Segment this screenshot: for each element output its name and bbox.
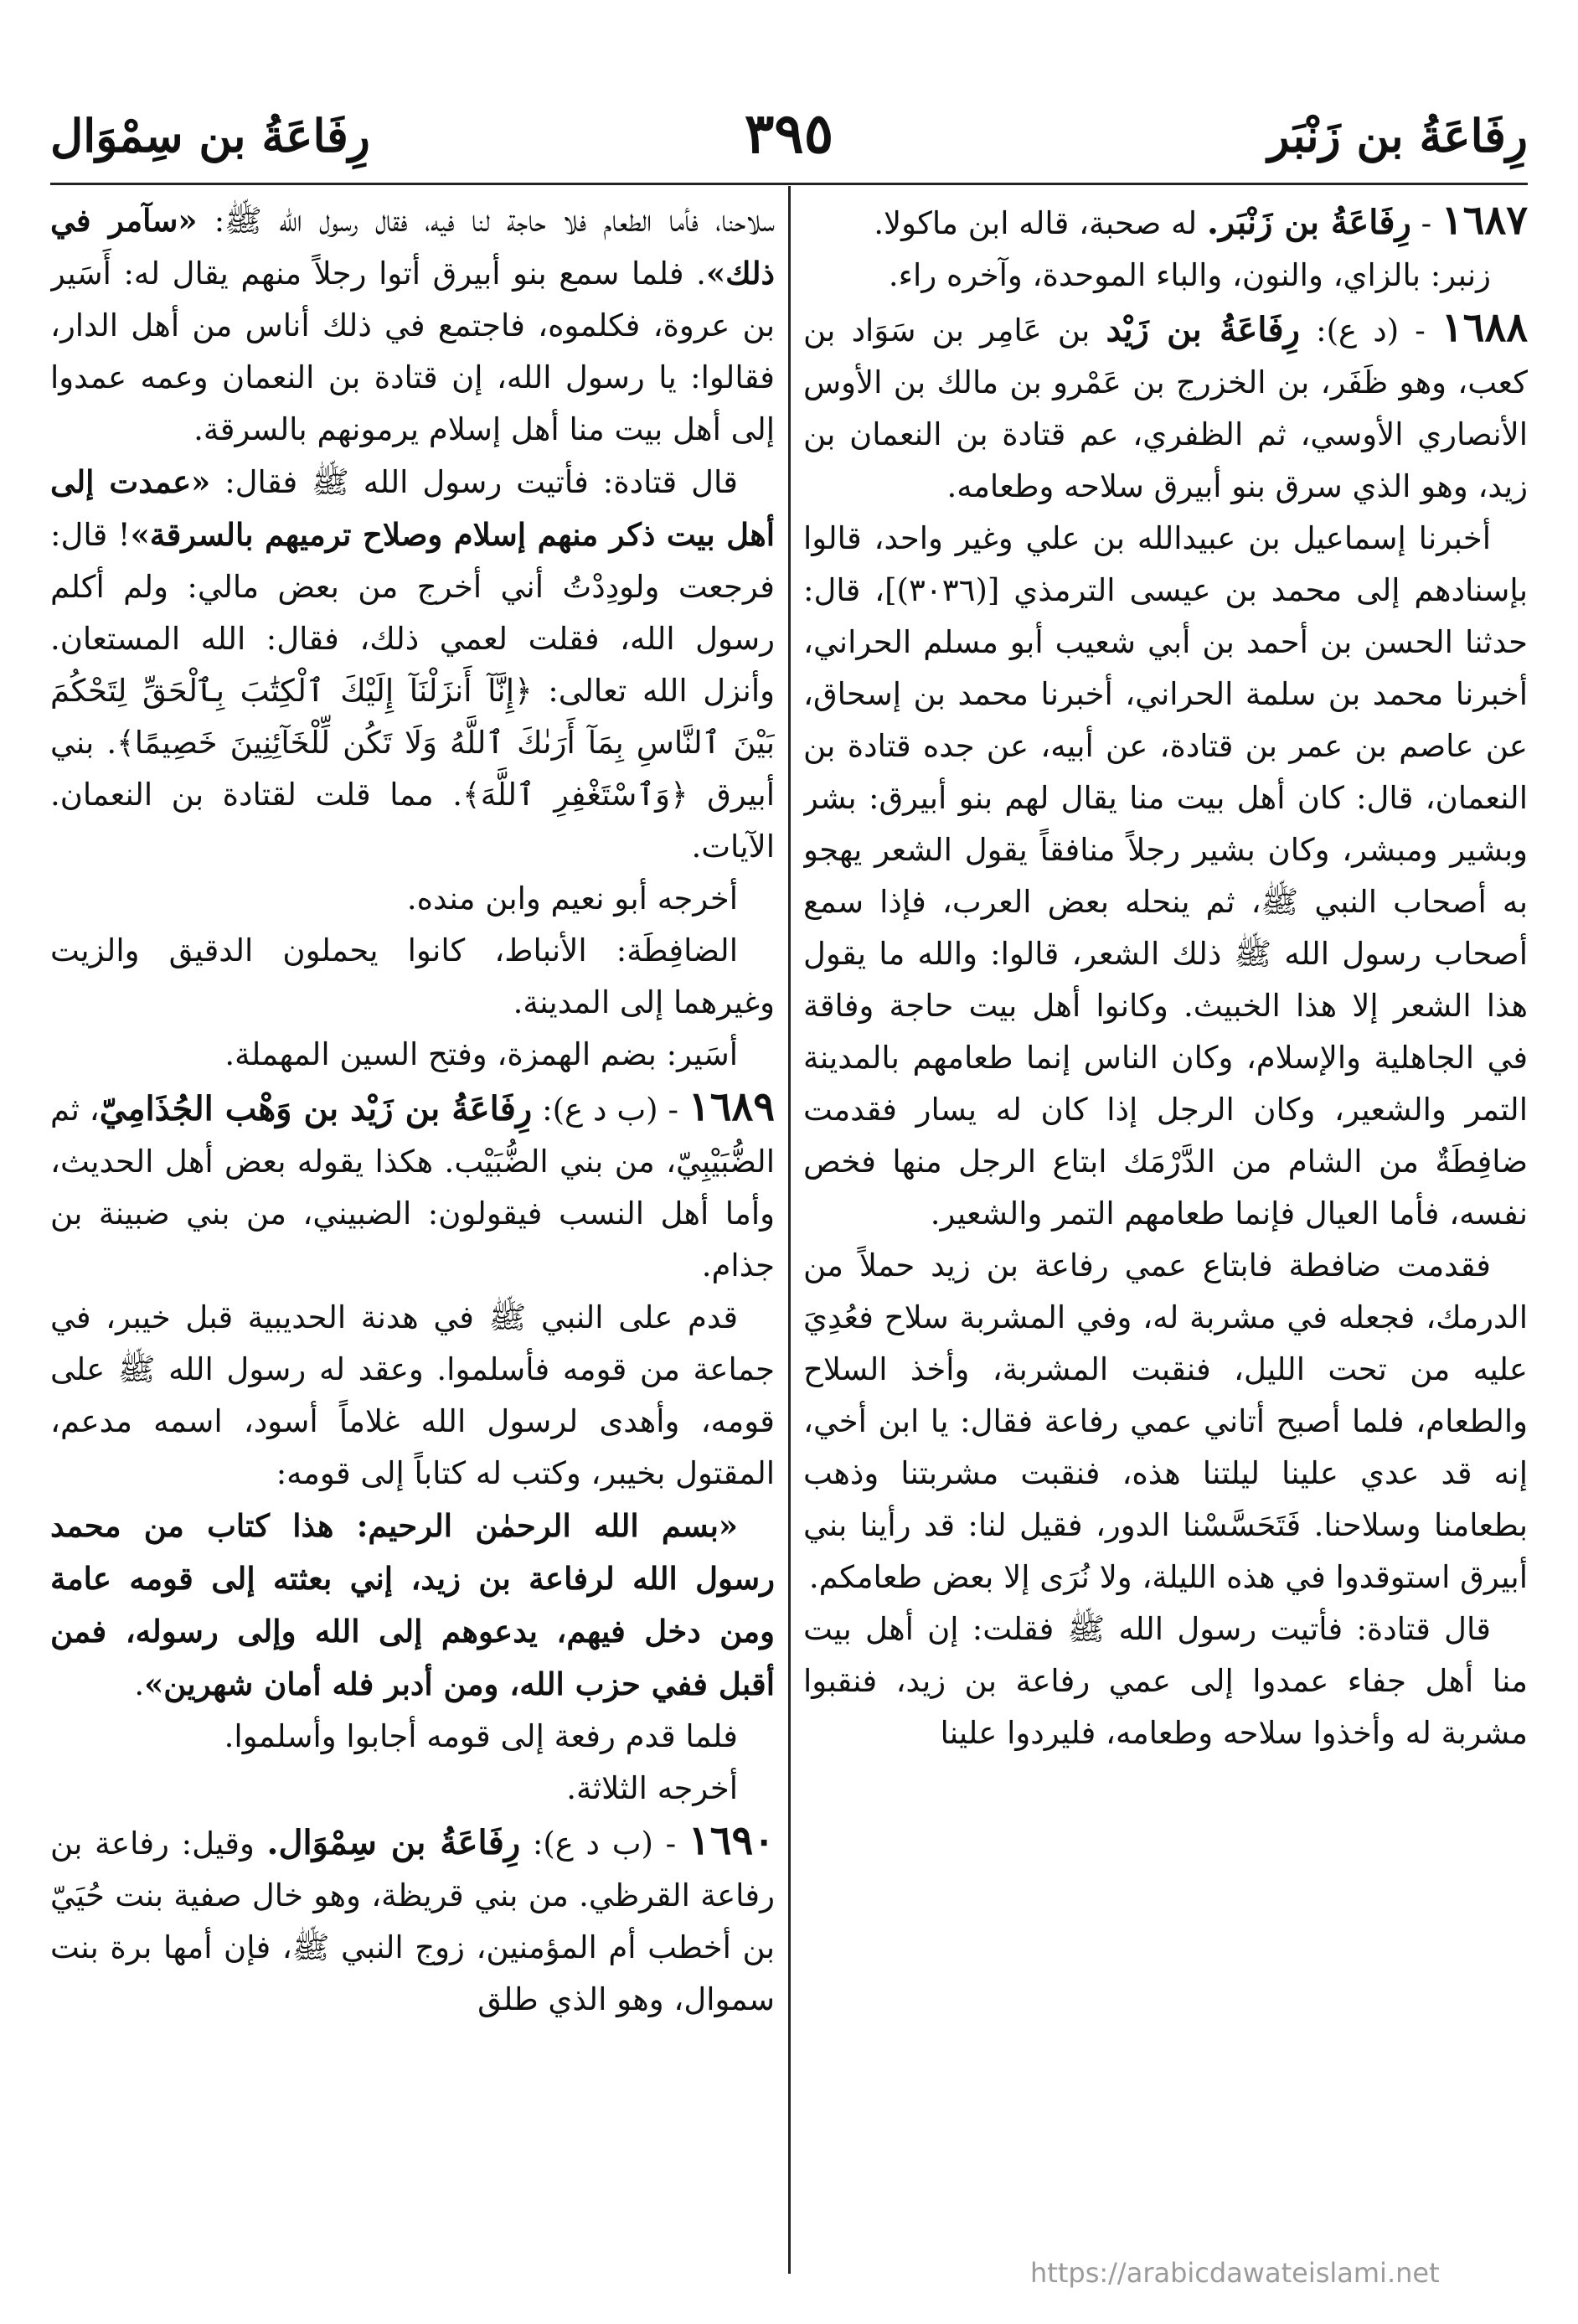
bold-quote: «عمدت إلى أهل بيت ذكر منهم إسلام وصلاح ترميهم بالسرقة» <box>50 463 775 553</box>
entry-number: ١٦٨٩ <box>688 1083 775 1130</box>
entry-paragraph <box>803 302 1528 513</box>
entry-separator: - <box>1410 205 1441 241</box>
page-header <box>50 101 1528 193</box>
entry-paragraph <box>50 1081 775 1292</box>
entry-text: بن عَامِر بن سَوَاد بن كعب، وهو ظَفَر، بن الخزرج بن عَمْرو بن مالك بن الأوس الأنصاري الأوسي، ثم الظفري، عم قتادة بن النعمان بن زيد، وهو الذي سرق بنو أبيرق سلاحه وطعامه. <box>803 312 1528 504</box>
entry-number: ١٦٨٨ <box>1441 304 1528 351</box>
text-segment: . فلما سمع بنو أبيرق أتوا رجلاً منهم يقال له: أَسَير بن عروة، فكلموه، فاجتمع في ذلك أناس من أهل الدار، فقالوا: يا رسول الله، إن قتادة بن النعمان وعمه عمدوا إلى أهل بيت منا أهل إسلام يرمونهم بالسرقة. <box>50 256 775 447</box>
entry-paragraph <box>803 194 1528 250</box>
body-paragraph: أخرجه أبو نعيم وابن منده. <box>406 881 738 917</box>
body-paragraph: الضافِطَة: الأنباط، كانوا يحملون الدقيق والزيت وغيرهما إلى المدينة. <box>50 932 775 1020</box>
running-head-left: رِفَاعَةُ بن سِمْوَال <box>50 109 370 163</box>
body-paragraph <box>50 194 775 456</box>
left-column <box>50 194 775 2274</box>
entry-number: ١٦٩٠ <box>688 1817 775 1864</box>
running-head-right: رِفَاعَةُ بن زَنْبَر <box>1267 109 1528 163</box>
text-segment: . <box>134 1666 145 1702</box>
bold-quote: «بسم الله الرحمٰن الرحيم: هذا كتاب من محمد رسول الله لرفاعة بن زيد، إني بعثته إلى قومه عامة ومن دخل فيهم، يدعوهم إلى الله وإلى رسوله، فمن أقبل ففي حزب الله، ومن أدبر فله أمان شهرين» <box>50 1507 775 1702</box>
body-paragraph <box>50 1500 775 1711</box>
entry-text: له صحبة، قاله ابن ماكولا. <box>874 205 1207 241</box>
body-paragraph <box>50 456 775 873</box>
entry-separator: - (ب د ع): <box>532 1092 688 1128</box>
entry-name: رِفَاعَةُ بن زَيْد <box>1106 310 1300 349</box>
entry-text: ، ثم الضُّبَيْبِيّ، من بني الضُّبَيْب. هكذا يقوله بعض أهل الحديث، وأما أهل النسب فيقولون: الضبيني، من بني ضبينة بن جذام. <box>50 1092 775 1283</box>
right-column <box>803 194 1528 2274</box>
text-segment: ! قال: فرجعت ولودِدْتُ أني أخرج من بعض مالي: ولم أكلم رسول الله، فقلت لعمي ذلك، فقال: الله المستعان. وأنزل الله تعالى: ﴿إِنَّآ أَنزَلْنَآ إِلَيْكَ ٱلْكِتَٰبَ بِٱلْحَقِّ لِتَحْكُمَ بَيْنَ ٱلنَّاسِ بِمَآ أَرَىٰكَ ٱللَّهُ وَلَا تَكُن لِّلْخَآئِنِينَ خَصِيمًا﴾. بني أبيرق ﴿وَٱسْتَغْفِرِ ٱللَّهَ﴾. مما قلت لقتادة بن النعمان. الآيات. <box>50 517 775 865</box>
text-segment: قال قتادة: فأتيت رسول الله ﷺ فقال: <box>210 464 738 500</box>
entry-number: ١٦٨٧ <box>1441 197 1528 244</box>
body-paragraph: أخرجه الثلاثة. <box>566 1770 738 1806</box>
watermark-url: https://arabicdawateislami.net <box>1030 2257 1440 2289</box>
body-paragraph: قدم على النبي ﷺ في هدنة الحديبية قبل خيبر، في جماعة من قومه فأسلموا. وعقد له رسول الله ﷺ على قومه، وأهدى لرسول الله غلاماً أسود، اسمه مدعم، المقتول بخيبر، وكتب له كتاباً إلى قومه: <box>50 1299 775 1491</box>
body-paragraph: فلما قدم رفعة إلى قومه أجابوا وأسلموا. <box>224 1718 738 1754</box>
header-rule <box>50 183 1528 185</box>
entry-name: رِفَاعَةُ بن سِمْوَال. <box>266 1823 521 1862</box>
page-number: ٣٩٥ <box>744 101 834 166</box>
body-paragraph: فقدمت ضافطة فابتاع عمي رفاعة بن زيد حملاً من الدرمك، فجعله في مشربة له، وفي المشربة سلاح فعُدِيَ عليه من تحت الليل، فنقبت المشربة، وأخذ السلاح والطعام، فلما أصبح أتاني عمي رفاعة فقال: يا ابن أخي، إنه قد عدي علينا ليلتنا هذه، فنقبت مشربتنا وذهب بطعامنا وسلاحنا. فَتَحَسَّسْنا الدور، فقيل لنا: قد رأينا بني أبيرق استوقدوا في هذه الليلة، ولا نُرَى إلا بعض طعامكم. <box>803 1247 1528 1595</box>
body-paragraph: قال قتادة: فأتيت رسول الله ﷺ فقلت: إن أهل بيت منا أهل جفاء عمدوا إلى عمي رفاعة بن زيد، فنقبوا مشربة له وأخذوا سلاحه وطعامه، فليردوا علينا <box>803 1611 1528 1751</box>
body-paragraph: أسَير: بضم الهمزة، وفتح السين المهملة. <box>224 1036 738 1072</box>
entry-text: وقيل: رفاعة بن رفاعة القرظي. من بني قريظة، وهو خال صفية بنت حُيَيّ بن أخطب أم المؤمنين، زوج النبي ﷺ، فإن أمها برة بنت سموال، وهو الذي طلق <box>50 1826 775 2017</box>
column-divider <box>788 186 791 2274</box>
entry-paragraph <box>50 1815 775 2026</box>
bold-quote: «سآمر في ذلك» <box>50 202 775 292</box>
text-segment: سلاحنا، فأما الطعام فلا حاجة لنا فيه، فقال رسول الله ﷺ: <box>197 203 775 239</box>
entry-separator: - (د ع): <box>1300 312 1441 349</box>
entry-separator: - (ب د ع): <box>520 1826 688 1862</box>
body-paragraph: أخبرنا إسماعيل بن عبيدالله بن علي وغير واحد، قالوا بإسنادهم إلى محمد بن عيسى الترمذي [(٣٠٣٦)]، قال: حدثنا الحسن بن أحمد بن أبي شعيب أبو مسلم الحراني، أخبرنا محمد بن سلمة الحراني، أخبرنا محمد بن إسحاق، عن عاصم بن عمر بن قتادة، عن أبيه، عن جده قتادة بن النعمان، قال: كان أهل بيت منا يقال لهم بنو أبيرق: بشر وبشير ومبشر، وكان بشير رجلاً منافقاً يقول الشعر يهجو به أصحاب النبي ﷺ، ثم ينحله بعض العرب، فإذا سمع أصحاب رسول الله ﷺ ذلك الشعر، قالوا: والله ما يقول هذا الشعر إلا هذا الخبيث. وكانوا أهل بيت حاجة وفاقة في الجاهلية والإسلام، وكان الناس إنما طعامهم بالمدينة التمر والشعير، وكان الرجل إذا كان له يسار فقدمت ضافِطَةٌ من الشام من الدَّرْمَك ابتاع الرجل منها فخص نفسه، فأما العيال فإنما طعامهم التمر والشعير. <box>803 520 1528 1232</box>
body-paragraph: زنبر: بالزاي، والنون، والباء الموحدة، وآخره راء. <box>888 257 1491 293</box>
entry-name: رِفَاعَةُ بن زَنْبَر. <box>1206 203 1411 242</box>
entry-name: رِفَاعَةُ بن زَيْد بن وَهْب الجُذَامِيّ <box>99 1089 533 1128</box>
